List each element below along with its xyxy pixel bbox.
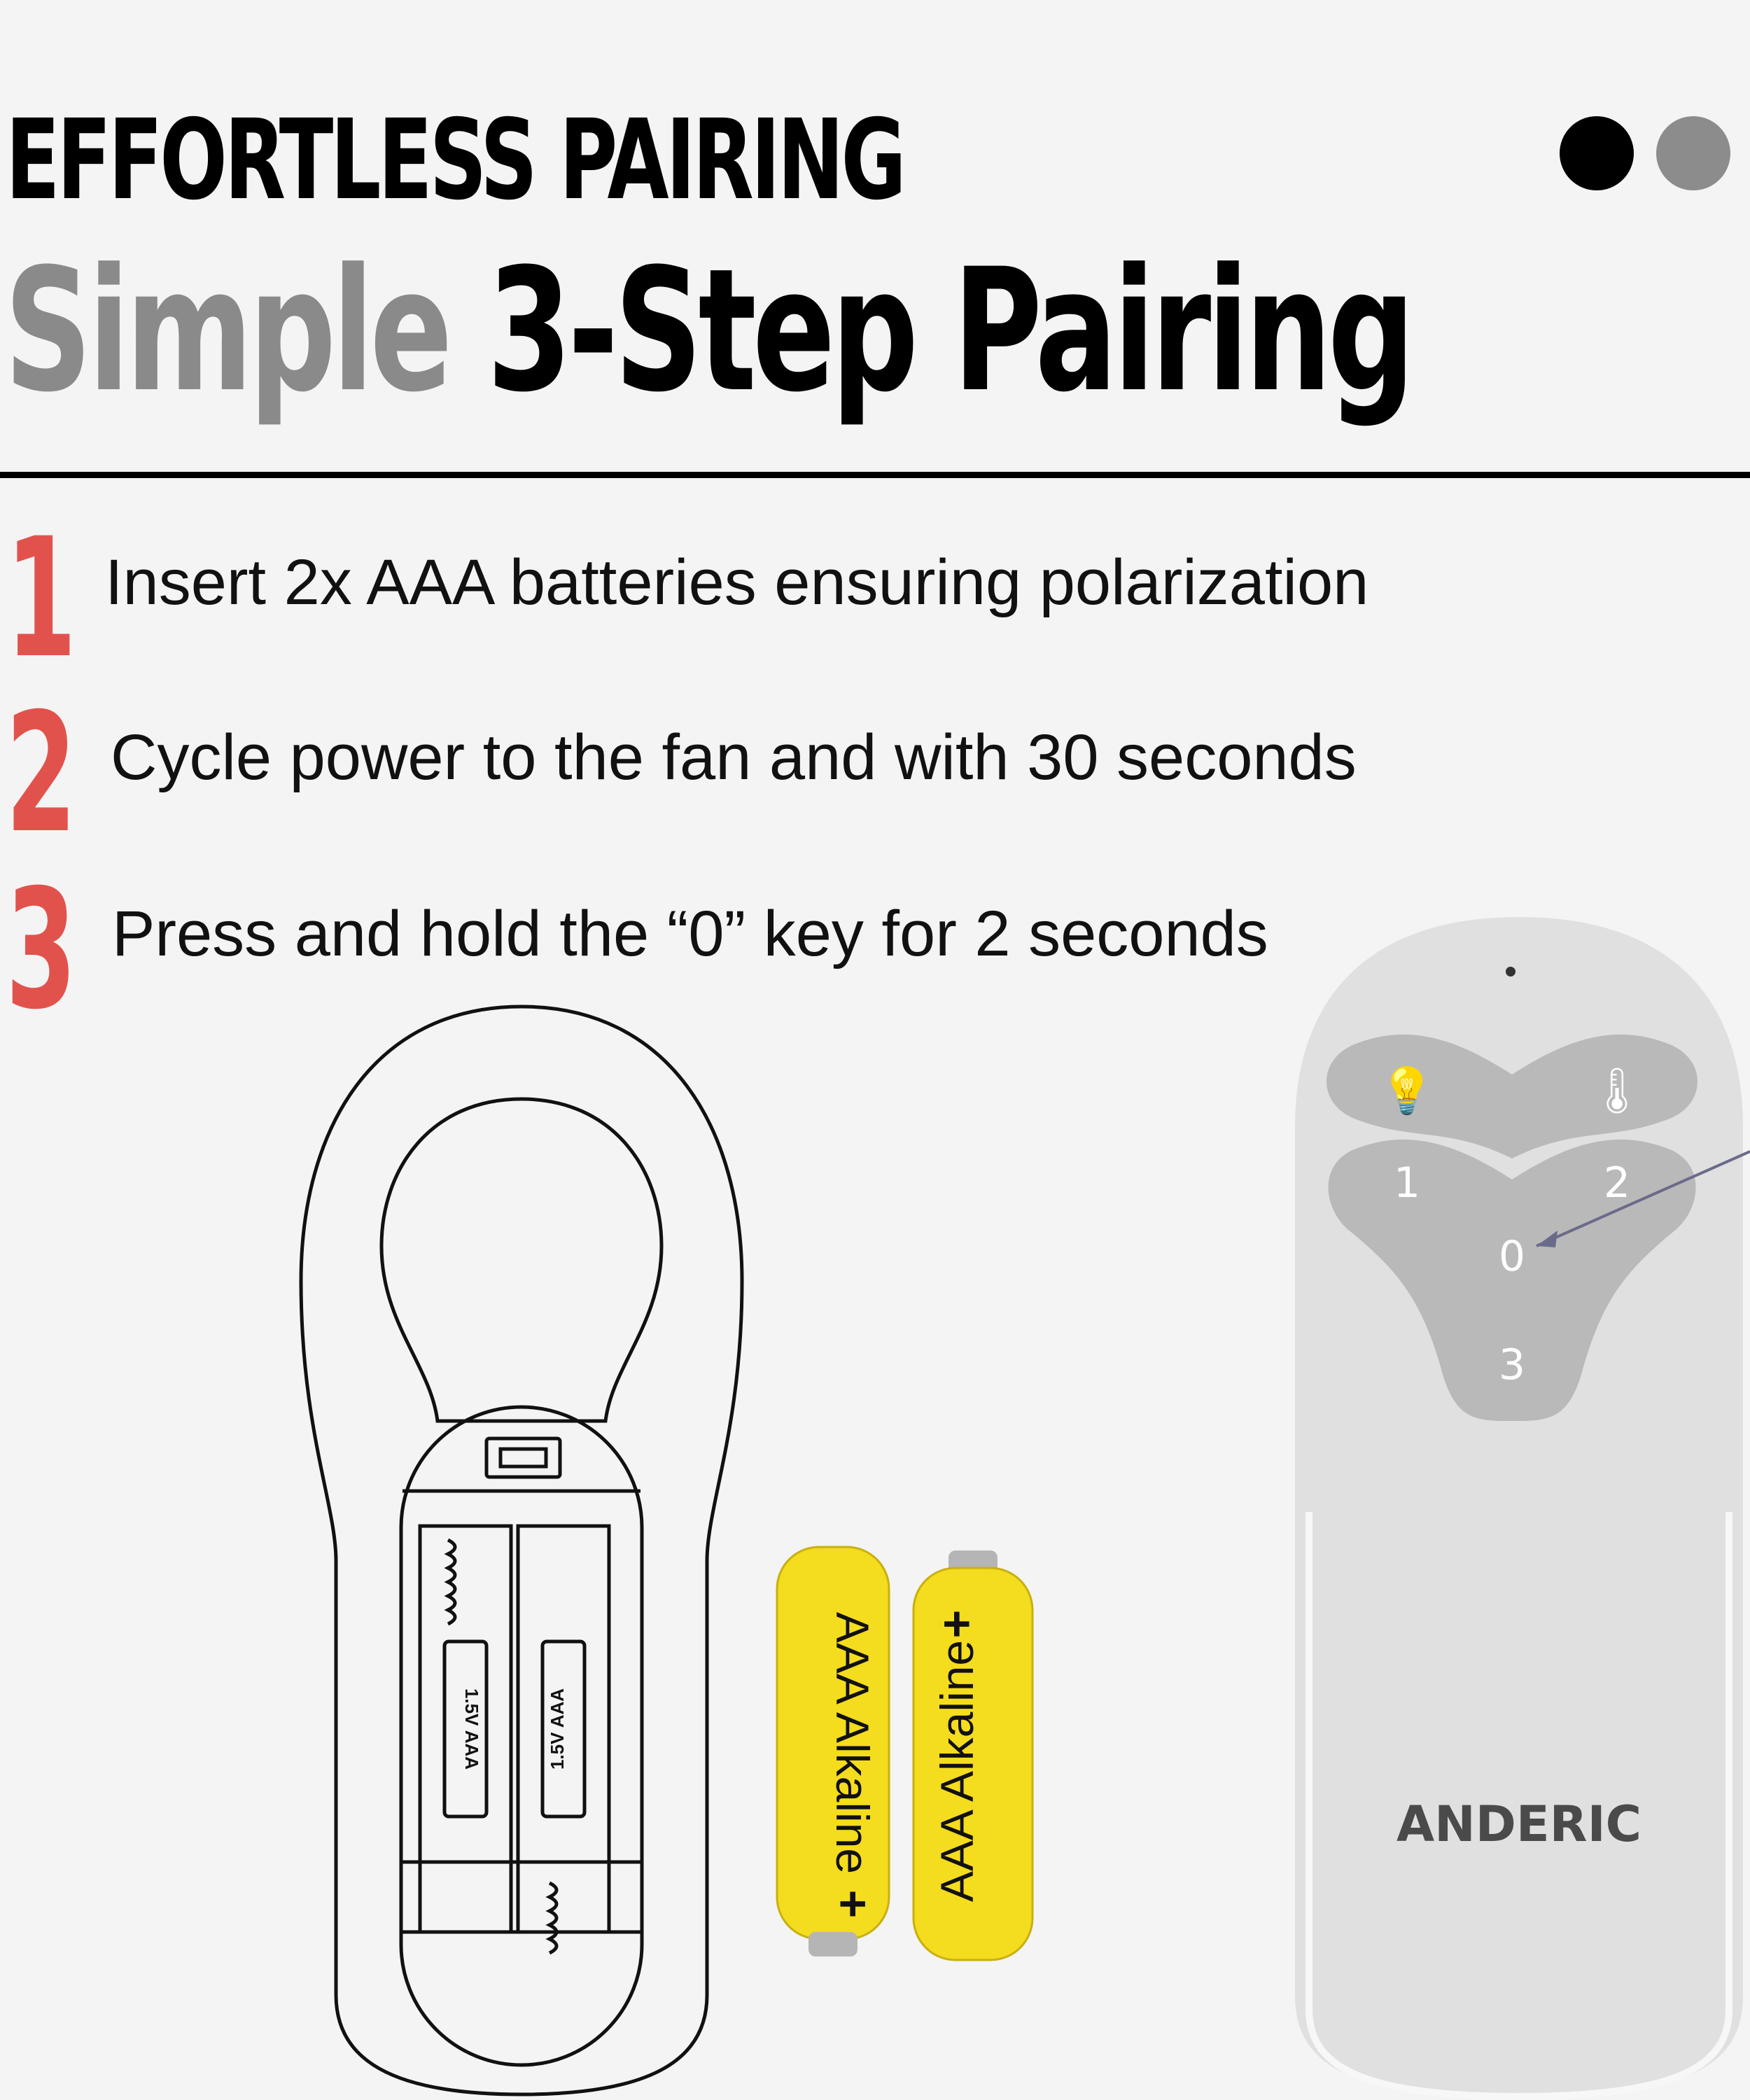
step-number: 1 xyxy=(6,503,77,694)
headline-soft: Simple xyxy=(4,232,449,430)
compartment-label: 1.5V AAA xyxy=(547,1688,568,1770)
eyebrow-title: EFFORTLESS PAIRING xyxy=(6,96,904,225)
battery-left xyxy=(770,1540,896,1960)
carousel-dot-inactive[interactable] xyxy=(1656,116,1730,190)
battery-label: AAA Alkaline xyxy=(827,1611,878,1875)
step-1 xyxy=(0,503,1540,694)
divider xyxy=(0,472,1750,478)
key-3[interactable]: 3 xyxy=(1498,1340,1526,1390)
remote-front xyxy=(1281,917,1750,2100)
carousel-dot-active[interactable] xyxy=(1560,116,1634,190)
remote-back-diagram xyxy=(298,1001,746,2100)
thermometer-icon[interactable]: 🌡 xyxy=(1588,1065,1646,1117)
battery-plus: + xyxy=(929,1609,983,1639)
lightbulb-icon[interactable]: 💡 xyxy=(1379,1065,1435,1117)
step-text: Cycle power to the fan and with 30 seconds xyxy=(111,722,1357,793)
headline xyxy=(4,232,1411,430)
step-2 xyxy=(0,678,1540,869)
battery-plus: + xyxy=(826,1889,881,1919)
headline-strong: 3-Step Pairing xyxy=(486,232,1411,430)
compartment-label: 1.5V AAA xyxy=(461,1688,482,1770)
step-number: 2 xyxy=(6,678,77,869)
key-0[interactable]: 0 xyxy=(1498,1232,1526,1281)
battery-label: AAA Alkaline xyxy=(931,1639,983,1903)
key-1[interactable]: 1 xyxy=(1393,1158,1421,1208)
key-2[interactable]: 2 xyxy=(1603,1158,1631,1208)
step-text: Press and hold the “0” key for 2 seconds xyxy=(112,898,1268,969)
step-number: 3 xyxy=(6,855,77,1046)
brand-logo: ANDERIC xyxy=(1396,1795,1642,1853)
step-text: Insert 2x AAA batteries ensuring polarization xyxy=(105,547,1369,618)
battery-right xyxy=(906,1547,1040,1967)
